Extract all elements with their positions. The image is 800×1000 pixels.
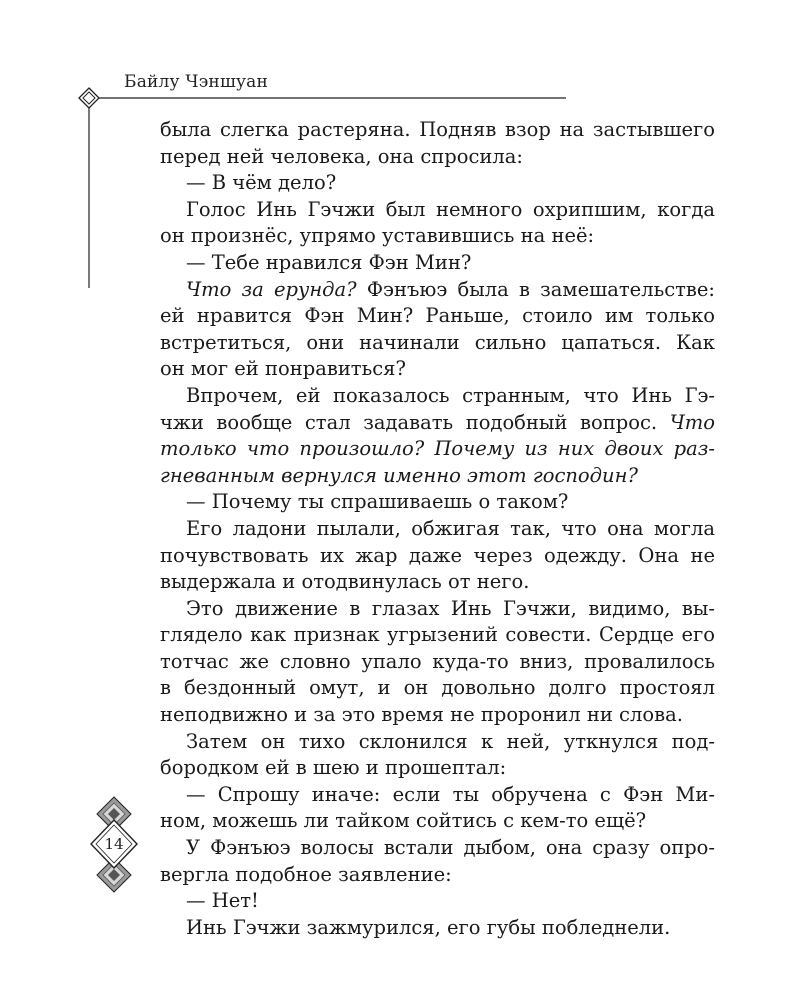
text-line bbox=[160, 144, 715, 171]
text-line bbox=[160, 702, 715, 729]
text-segment: Затем он тихо склонился к ней, уткнулся под- bbox=[186, 729, 715, 753]
text-segment: Голос Инь Гэчжи был немного охрипшим, когда bbox=[186, 197, 715, 221]
text-segment: вергла подобное заявление: bbox=[160, 862, 452, 886]
text-segment: Впрочем, ей показалось странным, что Инь Гэ- bbox=[186, 383, 715, 407]
text-line bbox=[160, 223, 715, 250]
running-header-title: Байлу Чэншуан bbox=[124, 72, 269, 92]
text-line bbox=[160, 197, 715, 224]
italic-text-segment: только что произошло? Почему из них двоих раз- bbox=[160, 437, 715, 461]
text-segment: была слегка растеряна. Подняв взор на застывшего bbox=[160, 118, 715, 141]
text-line bbox=[160, 622, 715, 649]
text-segment: Инь Гэчжи зажмурился, его губы побледнели. bbox=[186, 915, 671, 939]
text-segment: почувствовать их жар даже через одежду. Она не bbox=[160, 543, 715, 567]
header-diamond-icon bbox=[79, 88, 99, 108]
page-number: 14 bbox=[104, 835, 124, 853]
text-line bbox=[160, 463, 715, 490]
text-segment: в бездонный омут, и он довольно долго простоял bbox=[160, 676, 715, 700]
text-line bbox=[160, 117, 715, 144]
italic-text-segment: Что bbox=[669, 410, 715, 434]
text-segment: Его ладони пылали, обжигая так, что она могла bbox=[186, 516, 715, 540]
text-line bbox=[160, 250, 715, 277]
text-segment: он мог ей понравиться? bbox=[160, 357, 406, 381]
text-line bbox=[160, 675, 715, 702]
text-line bbox=[160, 170, 715, 197]
text-line bbox=[160, 888, 715, 915]
text-line bbox=[160, 410, 715, 437]
text-segment: неподвижно и за это время не проронил ни слова. bbox=[160, 703, 683, 727]
text-line bbox=[160, 330, 715, 357]
text-segment: перед ней человека, она спросила: bbox=[160, 144, 523, 168]
text-line bbox=[160, 729, 715, 756]
text-line bbox=[160, 755, 715, 782]
text-segment: глядело как признак угрызений совести. Сердце его bbox=[160, 623, 715, 647]
text-segment: выдержала и отодвинулась от него. bbox=[160, 570, 530, 594]
text-segment: он произнёс, упрямо уставившись на неё: bbox=[160, 224, 595, 248]
text-line bbox=[160, 383, 715, 410]
text-segment: бородком ей в шею и прошептал: bbox=[160, 756, 507, 780]
text-line bbox=[160, 649, 715, 676]
text-segment: Фэнъюэ была в замешательстве: bbox=[356, 277, 715, 301]
text-line bbox=[160, 356, 715, 383]
italic-text-segment: Что за ерунда? bbox=[186, 277, 357, 301]
text-line bbox=[160, 489, 715, 516]
text-line bbox=[160, 569, 715, 596]
text-segment: тотчас же словно упало куда-то вниз, провалилось bbox=[160, 649, 715, 673]
text-line bbox=[160, 915, 715, 942]
text-segment: встретиться, они начинали сильно цапаться. Как bbox=[160, 330, 715, 354]
text-line bbox=[160, 543, 715, 570]
text-line bbox=[160, 596, 715, 623]
text-segment: ей нравится Фэн Мин? Раньше, стоило им только bbox=[160, 304, 715, 328]
text-segment: — Почему ты спрашиваешь о таком? bbox=[186, 490, 569, 514]
text-line bbox=[160, 782, 715, 809]
body-text bbox=[160, 117, 715, 941]
text-line bbox=[160, 303, 715, 330]
text-segment: — Тебе нравился Фэн Мин? bbox=[186, 250, 472, 274]
text-line bbox=[160, 862, 715, 889]
text-segment: — В чём дело? bbox=[186, 171, 337, 195]
text-segment: Это движение в глазах Инь Гэчжи, видимо, вы- bbox=[186, 596, 715, 620]
text-segment: ном, можешь ли тайком сойтись с кем-то ещё? bbox=[160, 809, 647, 833]
text-segment: — Нет! bbox=[186, 889, 259, 913]
italic-text-segment: гневанным вернулся именно этот господин? bbox=[160, 463, 638, 487]
text-line bbox=[160, 808, 715, 835]
text-line bbox=[160, 835, 715, 862]
text-segment: — Спрошу иначе: если ты обручена с Фэн Ми- bbox=[186, 782, 715, 806]
text-segment: У Фэнъюэ волосы встали дыбом, она сразу опро- bbox=[186, 836, 715, 860]
text-segment: чжи вообще стал задавать подобный вопрос. bbox=[160, 410, 670, 434]
text-line bbox=[160, 277, 715, 304]
text-line bbox=[160, 436, 715, 463]
text-line bbox=[160, 516, 715, 543]
